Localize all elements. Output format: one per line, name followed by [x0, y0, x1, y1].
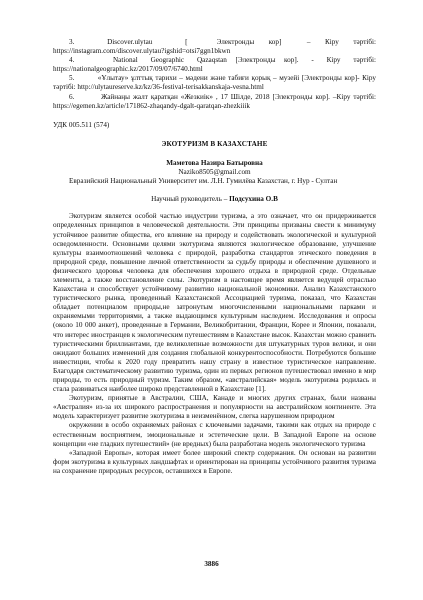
body-paragraph: окружении в особо охраняемых районах с ключевыми задачами, такими как отдых на природе с естественным восприятием, эмоциональные и эстетические цели. В Западной Европе на основе концепции «не гладких путешествий» (не вредных) была разработана модель экологического туризма — [53, 421, 376, 448]
body-paragraph: Экотуризм, принятые в Австралии, США, Канаде и многих других странах, были названы «Австралия» из-за их широкого распространения и популярности на австралийском континенте. Эта модель характеризует развитие экотуризма в неизменённом, слегка нарушенном природном — [53, 394, 376, 421]
supervisor-label: Научный руководитель – — [151, 195, 230, 204]
reference-item: 3. Discover.ulytau [ Электронды кор] – Кіру тәртібі: https://instagram.com/discover.ulytau?igshid=otsi7ggn1bkwn — [53, 38, 376, 56]
author-affiliation: Евразийский Национальный Университет им. Л.Н. Гумилёва Казахстан, г. Нур - Султан — [69, 177, 338, 186]
article-title: ЭКОТУРИЗМ В КАЗАХСТАНЕ — [161, 139, 268, 148]
article-body — [53, 212, 376, 476]
page-number: 3886 — [204, 560, 219, 568]
reference-item: 5. «Ұлытау» ұлттық тарихи – мәдени және табиғи қорық – музейі [Электронды кор]- Кіру тәртібі: http://ulytaureserve.kz/kz/36-festival-terisakkanskaja-vesna.html — [53, 74, 376, 92]
reference-list — [53, 38, 376, 111]
reference-item: 6. Жайнаңы жалт қаратқан «Жезкиік» , 17 Шілде, 2018 [Электронды кор]. –Кіру тәртібі: https://egemen.kz/article/171862-zhaqandy-dgalt-qaratqan-zhezkiiik — [53, 92, 376, 110]
body-paragraph: «Западной Европы», которая имеет более широкий спектр содержания. Он основан на развитии форм экотуризма в культурных ландшафтах и ориентирован на принципы устойчивого развития туризма на сохранение природных ресурсов, оставшихся в Европе. — [53, 448, 376, 475]
author-name: Маметова Назира Батыровна — [166, 158, 263, 167]
reference-item: 4. National Geographic Qazaqstan [Электронды кор]. - Кіру тәртібі: https://nationalgeographic.kz/2017/09/07/6740.html — [53, 56, 376, 74]
supervisor-line — [53, 195, 376, 204]
body-paragraph: Экотуризм является особой частью индустрии туризма, а это означает, что он придерживается определенных принципов в человеческой деятельности. Эти принципы призваны свести к минимуму устойчивое развитие общества, его влияние на природу и содействовать экологической и культурной осведомленности. Основными целями экотуризма являются экологическое образование, улучшение культуры взаимоотношений человека с природой, разработка стандартов этического поведения в природной среде, повышение личной ответственности за судьбу природы и обеспечение душевного и физического здоровья человека для обеспечения хорошего отдыха в природной среде. Отдельные элементы, а также восстановление силы. Экотуризм в настоящее время является ведущей отраслью Казахстана и способствует устойчивому развитию национальной экономики. Анализ Казахстанского туристического рынка, проведенный Казахстанской Ассоциацией туризма, показал, что Казахстан обладает потенциалом природы,не затронутым многочисленными национальными парками и охраняемыми территориями, а также выдающимся культурным наследием. Исследования и опросы (около 10 000 анкет), проведенные в Германии, Великобритании, Франции, Корее и Японии, показали, что интерес иностранцев к экологическим путешествиям в Казахстане высок. Казахстан можно сравнить туристическими бриллиантами, где великолепные возможности для штукатурных туров велики, и они ожидают больших изменений для создания глобальной конкурентоспособности. Потребуются большие инвестиции, чтобы к 2020 году превратить нашу страну в известное туристическое направление. Благодаря систематическому развитию туризма, один из первых регионов путешествовал именно в мир природы, то есть природный туризм. Таким образом, «австралийская» модель экотуризма родилась и стала развиваться наиболее широко представленной в Казахстане [1]. — [53, 212, 376, 394]
author-email: Naziko8505@gmail.com — [178, 168, 251, 177]
supervisor-name: Подсухина О.В — [229, 195, 278, 204]
udk-code: УДК 005.511 (574) — [53, 120, 110, 129]
